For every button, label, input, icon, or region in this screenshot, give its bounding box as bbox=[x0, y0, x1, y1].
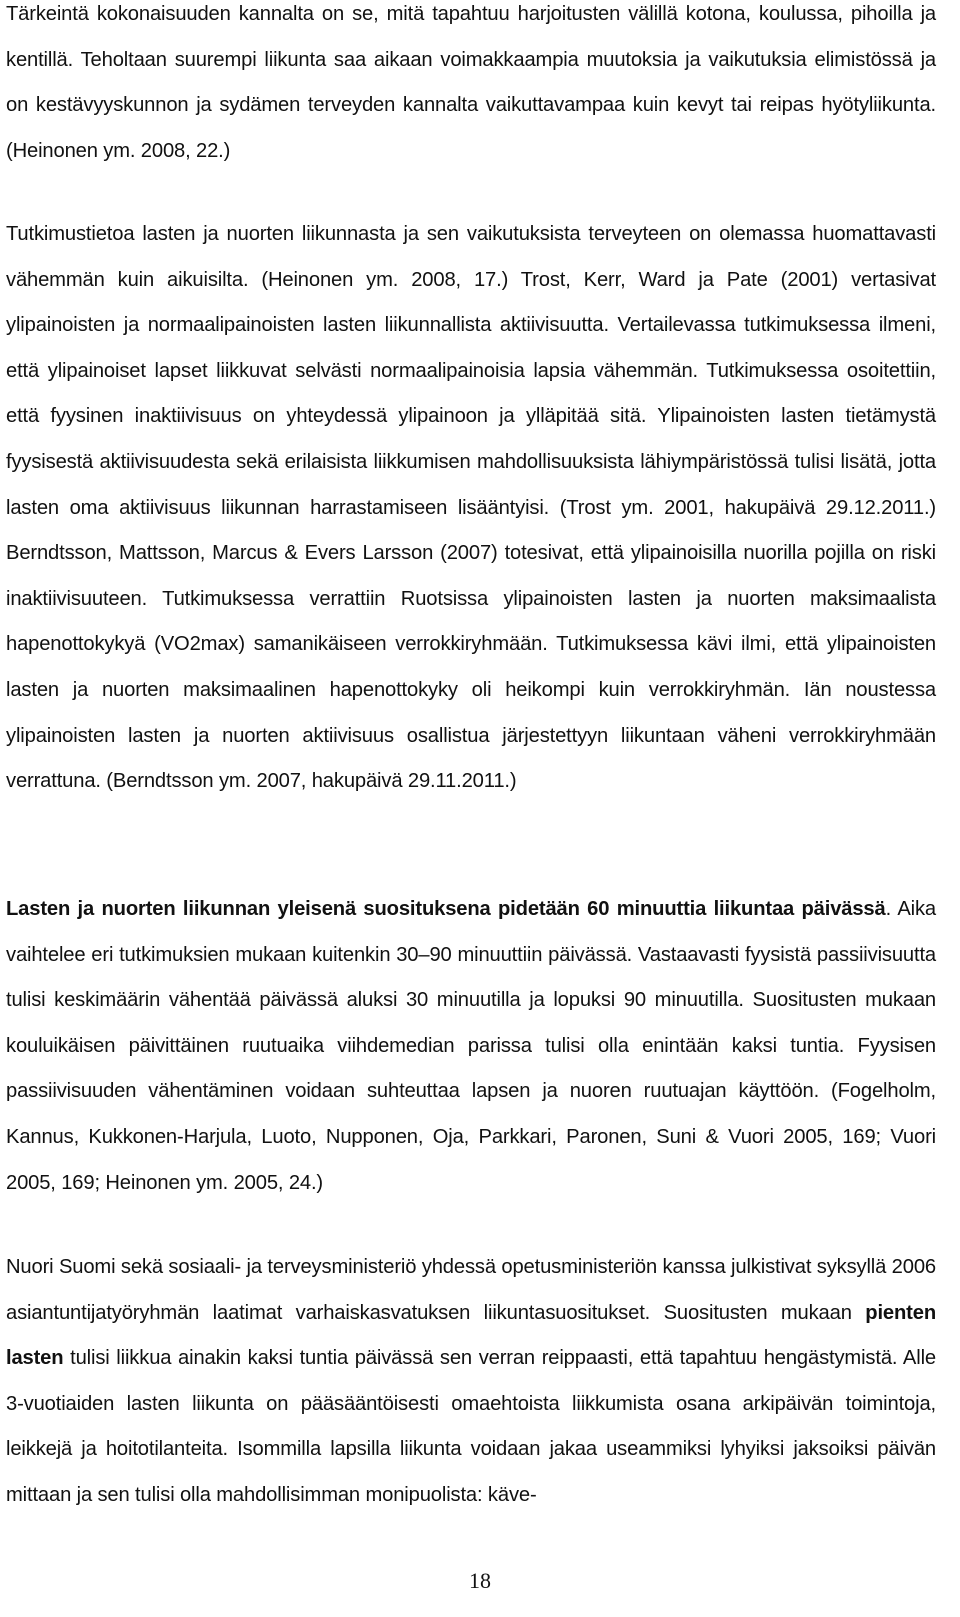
paragraph-4-intro: Nuori Suomi sekä sosiaali- ja terveysministeriö yhdessä opetusministeriön kanssa julkistivat syksyllä 2006 asiantuntijatyöryhmän laatimat varhaiskasvatuksen liikuntasuositukset. Suositusten mukaan bbox=[6, 1256, 936, 1324]
paragraph-3-body: . Aika vaihtelee eri tutkimuksien mukaan kuitenkin 30–90 minuuttiin päivässä. Vastaavasti fyysistä passiivisuutta tulisi keskimäärin vähentää päivässä aluksi 30 minuutilla ja lopuksi 90 minuutilla. Suositusten mukaan kouluikäisen päivittäinen ruutuaika viihdemedian parissa tulisi olla enintään kaksi tuntia. Fyysisen passiivisuuden vähentäminen voidaan suhteuttaa lapsen ja nuoren ruutuajan käyttöön. (Fogelholm, Kannus, Kukkonen-Harjula, Luoto, Nupponen, Oja, Parkkari, Paronen, Suni & Vuori 2005, 169; Vuori 2005, 169; Heinonen ym. 2005, 24.) bbox=[6, 898, 936, 1194]
paragraph-4 bbox=[6, 1245, 936, 1519]
small-children-emphasis: pienten lasten bbox=[6, 1301, 936, 1370]
paragraph-1: Tärkeintä kokonaisuuden kannalta on se, mitä tapahtuu harjoitusten välillä kotona, koulussa, pihoilla ja kentillä. Teholtaan suurempi liikunta saa aikaan voimakkaampia muutoksia ja vaikutuksia elimistössä ja on kestävyyskunnon ja sydämen terveyden kannalta vaikuttavampaa kuin kevyt tai reipas hyötyliikunta. (Heinonen ym. 2008, 22.) bbox=[6, 3, 936, 162]
recommendation-heading: Lasten ja nuorten liikunnan yleisenä suosituksena pidetään 60 minuuttia liikuntaa päivässä bbox=[6, 898, 886, 920]
paragraph-3 bbox=[6, 887, 936, 1206]
paragraph-2: Tutkimustietoa lasten ja nuorten liikunnasta ja sen vaikutuksista terveyteen on olemassa huomattavasti vähemmän kuin aikuisilta. (Heinonen ym. 2008, 17.) Trost, Kerr, Ward ja Pate (2001) vertasivat ylipainoisten ja normaalipainoisten lasten liikunnallista aktiivisuutta. Vertailevassa tutkimuksessa ilmeni, että ylipainoiset lapset liikkuvat selvästi normaalipainoisia lapsia vähemmän. Tutkimuksessa osoitettiin, että fyysinen inaktiivisuus on yhteydessä ylipainoon ja ylläpitää sitä. Ylipainoisten lasten tietämystä fyysisestä aktiivisuudesta sekä erilaisista liikkumisen mahdollisuuksista lähiympäristössä tulisi lisätä, jotta lasten oma aktiivisuus liikunnan harrastamiseen lisääntyisi. (Trost ym. 2001, hakupäivä 29.12.2011.) Berndtsson, Mattsson, Marcus & Evers Larsson (2007) totesivat, että ylipainoisilla nuorilla pojilla on riski inaktiivisuuteen. Tutkimuksessa verrattiin Ruotsissa ylipainoisten lasten ja nuorten maksimaalista hapenottokykyä (VO2max) samanikäiseen verrokkiryhmään. Tutkimuksessa kävi ilmi, että ylipainoisten lasten ja nuorten maksimaalinen hapenottokyky oli heikompi kuin verrokkiryhmän. Iän noustessa ylipainoisten lasten ja nuorten aktiivisuus osallistua järjestettyyn liikuntaan väheni verrokkiryhmään verrattuna. (Berndtsson ym. 2007, hakupäivä 29.11.2011.) bbox=[6, 223, 936, 793]
page-number: 18 bbox=[469, 1568, 491, 1593]
paragraph-4-body: tulisi liikkua ainakin kaksi tuntia päivässä sen verran reippaasti, että tapahtuu hengästymistä. Alle 3-vuotiaiden lasten liikunta on pääsääntöisesti omaehtoista liikkumista osana arkipäivän toimintoja, leikkejä ja hoitotilanteita. Isommilla lapsilla liikunta voidaan jakaa useammiksi lyhyiksi jaksoiksi päivän mittaan ja sen tulisi olla mahdollisimman monipuolista: käve- bbox=[6, 1347, 936, 1506]
